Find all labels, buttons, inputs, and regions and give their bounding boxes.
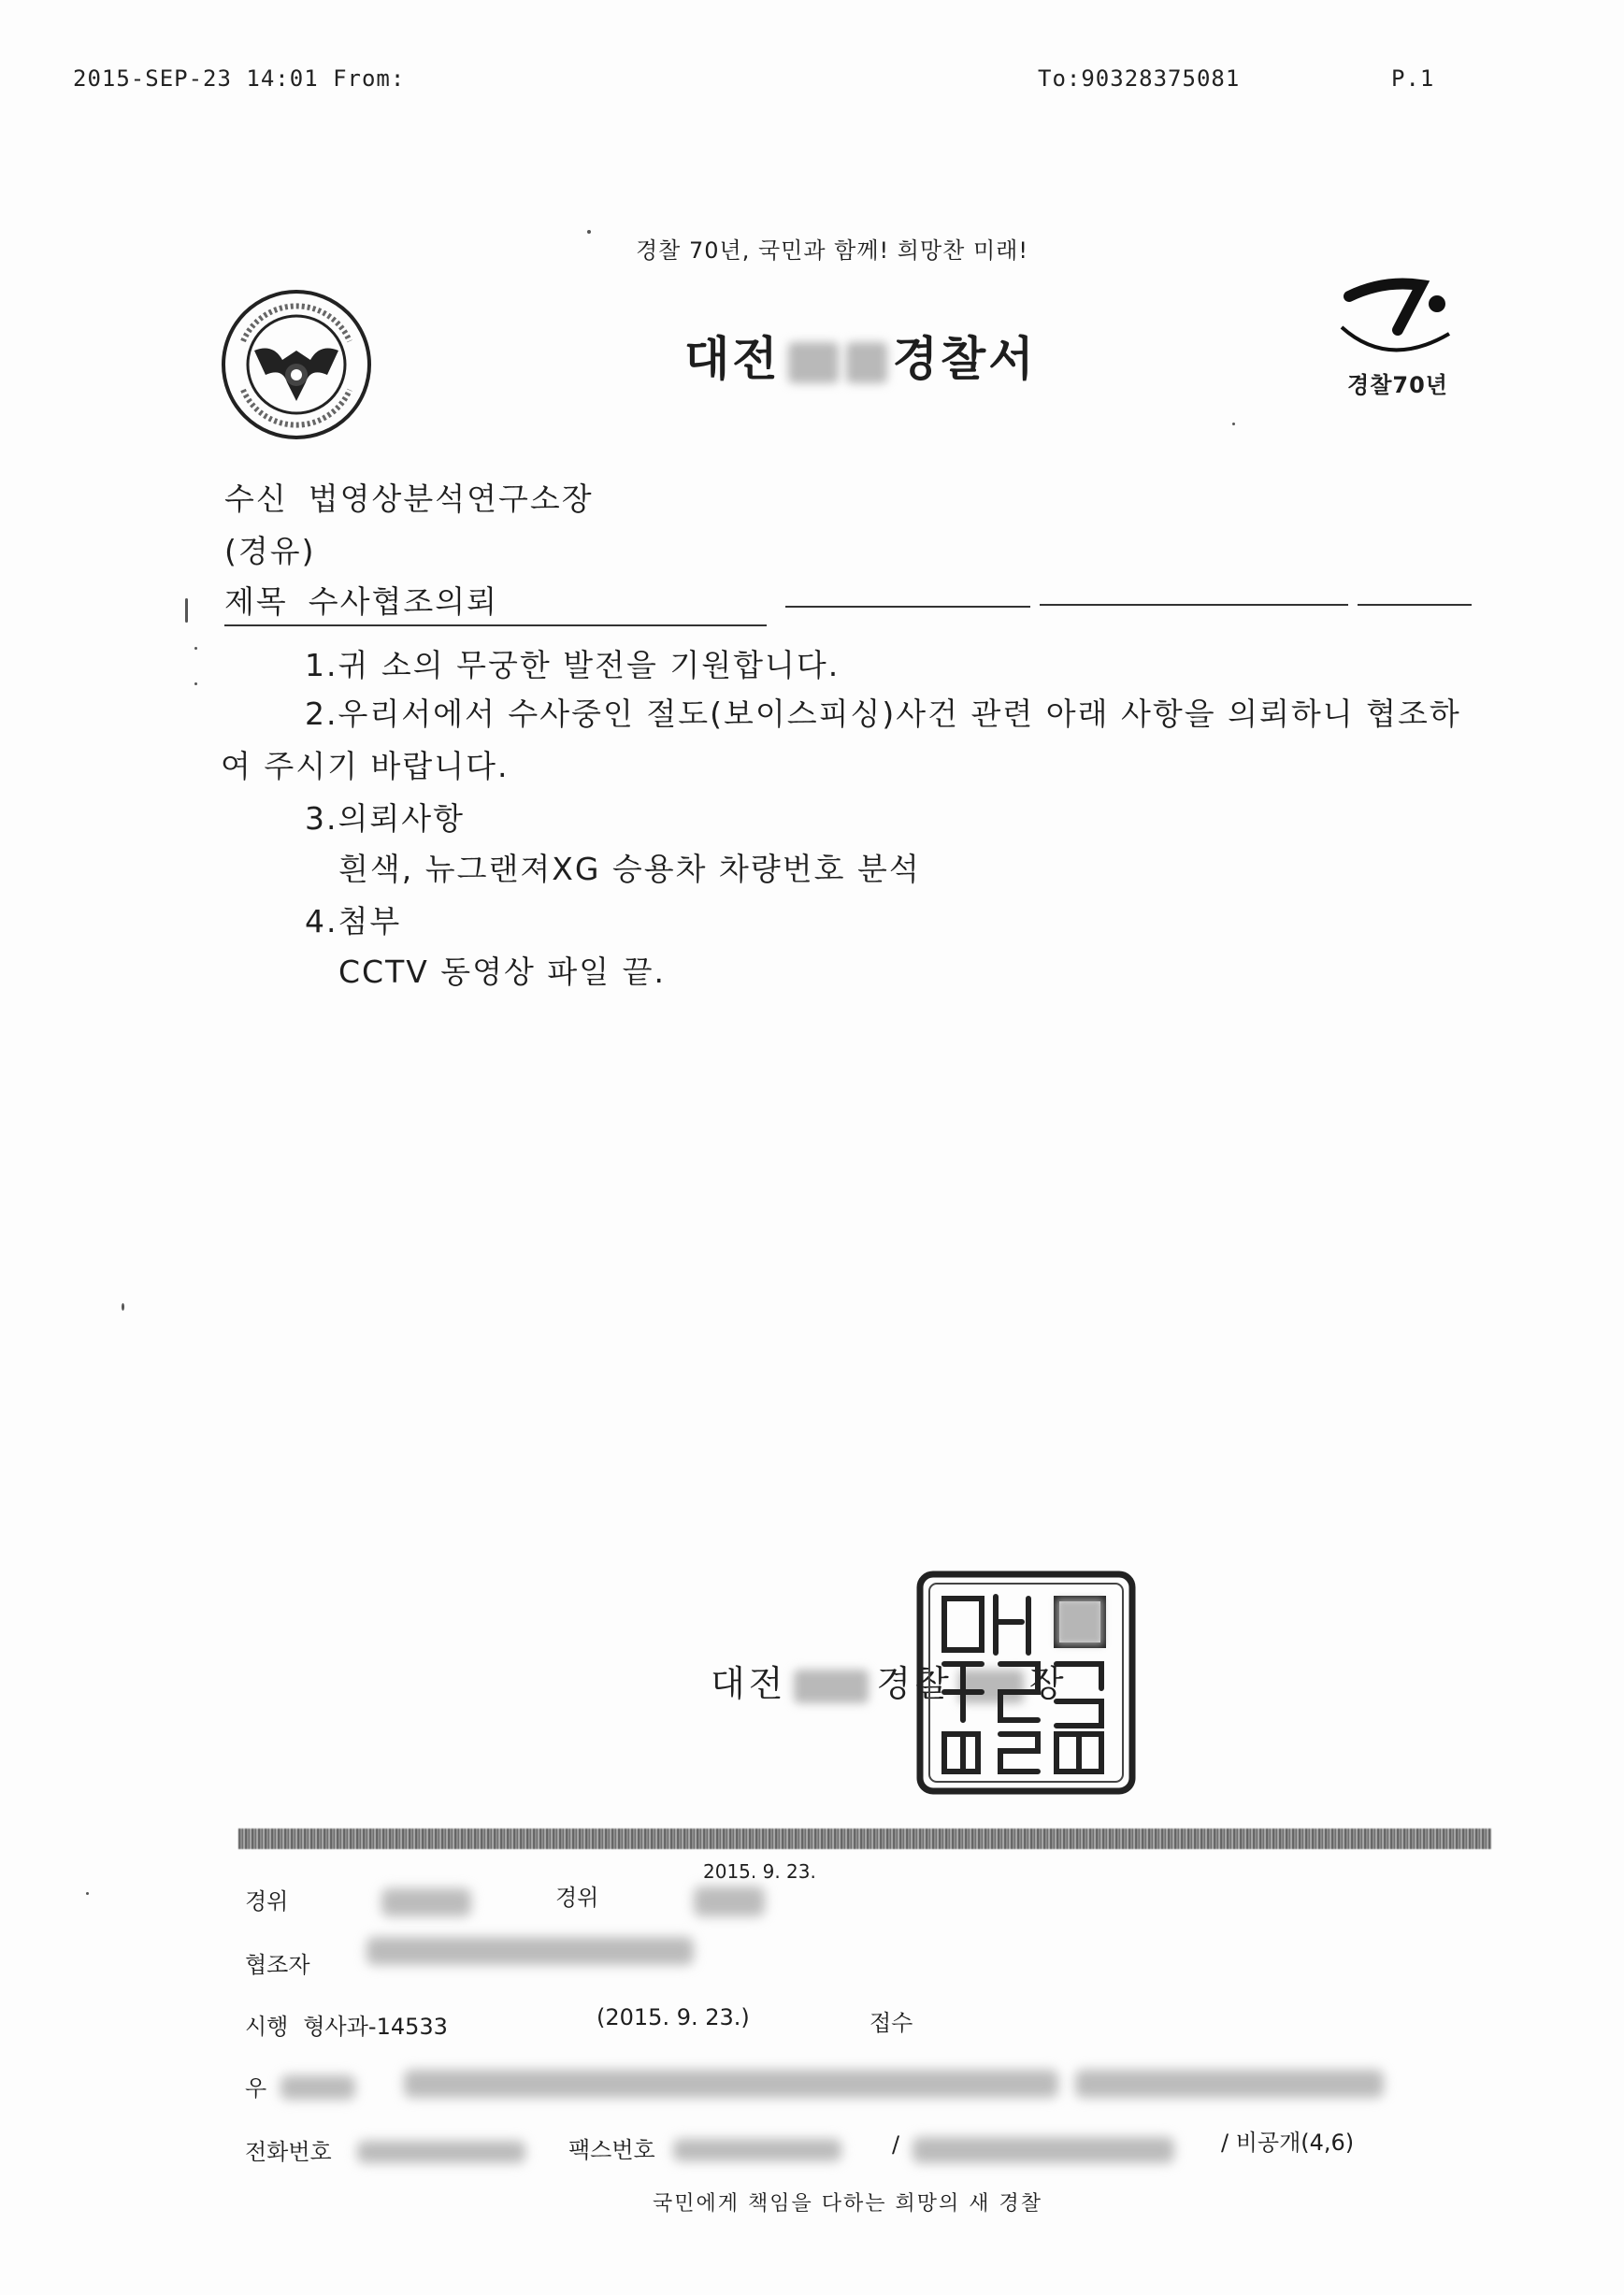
scan-speck — [122, 1303, 124, 1311]
subject-underline — [224, 624, 767, 626]
recipient-line — [224, 475, 594, 519]
scan-speck — [1232, 423, 1235, 425]
logo-70-caption: 경찰70년 — [1347, 372, 1448, 398]
official-seal — [916, 1571, 1136, 1795]
police-emblem-icon — [217, 285, 376, 444]
paragraph-4-detail: CCTV 동영상 파일 끝. — [338, 954, 667, 990]
subject-rule — [1040, 604, 1348, 606]
enforce-label: 시행 — [245, 2014, 289, 2040]
signature-prefix: 대전 — [711, 1663, 787, 1704]
paragraph-1: 1.귀 소의 무궁한 발전을 기원합니다. — [305, 647, 841, 683]
redacted-email — [913, 2137, 1174, 2163]
scan-speck — [86, 1892, 89, 1895]
scan-speck — [194, 682, 197, 685]
signature-end: 장 — [1028, 1663, 1068, 1704]
footer-receipt: 접수 — [869, 2010, 913, 2036]
footer-motto: 국민에게 책임을 다하는 희망의 새 경찰 — [653, 2192, 1042, 2216]
footer-rank2: 경위 — [555, 1885, 599, 1911]
paragraph-3-detail: 흰색, 뉴그랜져XG 승용차 차량번호 분석 — [338, 851, 921, 887]
fax-header-to: To:90328375081 — [1038, 65, 1241, 92]
organization-title — [684, 322, 1037, 389]
redacted-fax — [673, 2139, 841, 2161]
slogan: 경찰 70년, 국민과 함께! 희망찬 미래! — [636, 237, 1028, 264]
recipient-value: 법영상분석연구소장 — [308, 481, 594, 517]
footer-date: 2015. 9. 23. — [703, 1860, 816, 1883]
footer-enforce — [245, 2008, 448, 2041]
scan-speck — [194, 647, 197, 650]
official-seal-icon — [916, 1571, 1136, 1795]
footer-postal: 우 — [245, 2075, 267, 2101]
redacted-cooperators — [366, 1937, 694, 1965]
scan-speck — [587, 230, 591, 234]
fax-header-page: P.1 — [1391, 65, 1435, 92]
redacted-address — [1075, 2070, 1384, 2098]
organization-suffix: 경찰서 — [892, 332, 1037, 386]
logo-70 — [1332, 276, 1463, 407]
police-70th-logo-icon — [1332, 276, 1463, 365]
subject-value: 수사협조의뢰 — [308, 583, 499, 620]
redacted-phone — [357, 2141, 525, 2163]
paragraph-2-line2: 여 주시기 바랍니다. — [221, 748, 510, 784]
footer-cooperator: 협조자 — [245, 1952, 310, 1978]
redacted-address — [404, 2070, 1058, 2098]
footer-divider — [238, 1829, 1491, 1849]
footer-nondisclosure: / 비공개(4,6) — [1221, 2130, 1355, 2156]
redacted-name — [381, 1888, 471, 1916]
fax-header-left: 2015-SEP-23 14:01 From: — [73, 65, 406, 92]
paragraph-4-title: 4.첨부 — [305, 903, 402, 940]
redacted-block — [788, 342, 839, 383]
paragraph-3-title: 3.의뢰사항 — [305, 800, 465, 837]
subject-label: 제목 — [224, 583, 288, 620]
recipient-label: 수신 — [224, 481, 288, 517]
footer-enforce-date: (2015. 9. 23.) — [596, 2004, 750, 2030]
paragraph-2-line1: 2.우리서에서 수사중인 절도(보이스피싱)사건 관련 아래 사항을 의뢰하니 협조하 — [305, 696, 1461, 732]
enforce-value: 형사과-14533 — [303, 2014, 448, 2040]
signature-mid: 경찰 — [876, 1663, 953, 1704]
redacted-postal — [280, 2075, 355, 2100]
footer-fax: 팩스번호 — [568, 2137, 655, 2163]
subject-line — [224, 578, 498, 622]
footer-rank1: 경위 — [245, 1888, 289, 1915]
redacted-block — [794, 1670, 869, 1703]
redacted-block — [846, 342, 887, 383]
organization-prefix: 대전 — [684, 332, 781, 386]
scan-speck — [185, 598, 188, 623]
footer-slash: / — [892, 2131, 900, 2158]
subject-rule — [1358, 604, 1472, 606]
via-line: (경유) — [224, 533, 316, 569]
footer-phone: 전화번호 — [245, 2139, 332, 2165]
subject-rule — [785, 606, 1030, 608]
redacted-name — [694, 1886, 765, 1916]
police-emblem — [217, 285, 376, 444]
